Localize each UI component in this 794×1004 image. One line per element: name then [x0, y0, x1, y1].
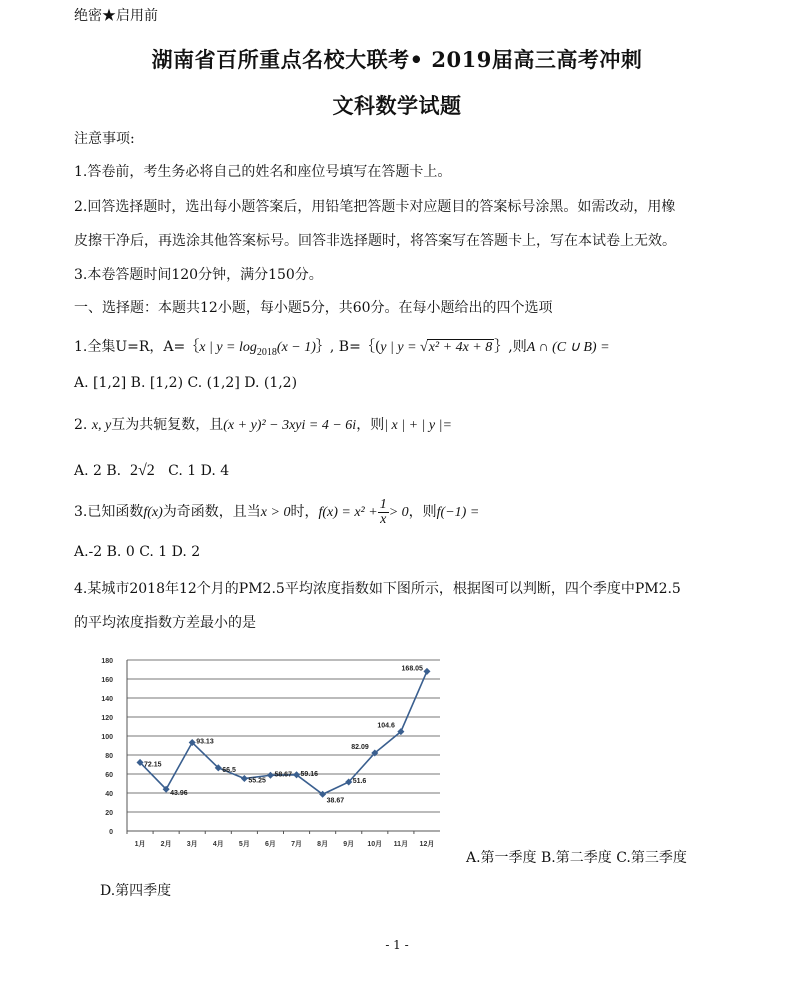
- y-tick-label: 0: [109, 829, 113, 836]
- notice-item-2a: 2.回答选择题时，选出每小题答案后，用铅笔把答题卡对应题目的答案标号涂黑。如需改动，用橡: [74, 199, 676, 215]
- x-tick-label: 10月: [367, 841, 383, 848]
- header-tag: 绝密★启用前: [74, 8, 158, 24]
- x-tick-label: 8月: [317, 841, 329, 848]
- data-point: [423, 668, 430, 675]
- page-number: - 1 -: [385, 938, 409, 952]
- y-tick-label: 20: [105, 810, 113, 817]
- notice-item-2b: 皮擦干净后，再选涂其他答案标号。回答非选择题时，将答案写在答题卡上，写在本试卷上无效。: [74, 233, 676, 249]
- notice-item-1: 1.答卷前，考生务必将自己的姓名和座位号填写在答题卡上。: [74, 164, 452, 180]
- data-label: 51.6: [352, 777, 367, 785]
- question-4-line1: 4.某城市2018年12个月的PM2.5平均浓度指数如下图所示，根据图可以判断，四个季度中PM2.5: [74, 581, 681, 597]
- x-tick-label: 3月: [186, 841, 198, 848]
- y-tick-label: 100: [101, 734, 113, 741]
- y-tick-label: 40: [105, 791, 113, 798]
- question-3-options: A.-2 B. 0 C. 1 D. 2: [74, 544, 201, 560]
- section-heading: 一、选择题：本题共12小题，每小题5分，共60分。在每小题给出的四个选项: [74, 300, 553, 316]
- data-point: [267, 772, 274, 779]
- y-tick-label: 180: [101, 658, 113, 665]
- exam-subtitle: 文科数学试题: [332, 93, 462, 118]
- data-label: 59.16: [300, 770, 319, 778]
- data-label: 55.25: [248, 777, 266, 785]
- data-label: 168.05: [401, 665, 423, 673]
- data-label: 58.67: [274, 771, 292, 779]
- data-label: 66.5: [222, 766, 236, 774]
- x-tick-label: 1月: [134, 841, 146, 848]
- y-tick-label: 60: [105, 772, 113, 779]
- y-tick-label: 120: [101, 715, 113, 722]
- data-label: 104.6: [377, 722, 395, 730]
- pm25-line-chart: [85, 650, 460, 855]
- question-4-options-a: A.第一季度 B.第二季度 C.第三季度: [466, 850, 687, 866]
- question-3: 3.已知函数f(x)为奇函数，且当x > 0时，f(x) = x² + $\frac{1}{x}$ > 0，则f(−1) =: [74, 496, 480, 527]
- data-point: [241, 775, 248, 782]
- y-tick-label: 80: [105, 753, 113, 760]
- question-2-options: A. 2 B. 2√2 C. 1 D. 4: [74, 462, 230, 479]
- exam-title: 湖南省百所重点名校大联考• 2019届高三高考冲刺: [151, 47, 643, 72]
- notice-heading: 注意事项:: [74, 131, 135, 147]
- data-label: 82.09: [351, 744, 369, 752]
- question-1: 1.全集U=R，A=｛x | $y = \log_{2018}(x$ − 1)｝, B=｛(y | y = √x² + 4x + 8 ｝,则A ∩ (C ∪ B) =: [74, 339, 610, 358]
- x-tick-label: 11月: [393, 841, 409, 848]
- question-1-options: A. [1,2] B. [1,2) C. (1,2] D. (1,2): [74, 375, 298, 391]
- y-tick-label: 140: [101, 696, 113, 703]
- question-4-options-b: D.第四季度: [100, 883, 172, 899]
- data-label: 43.96: [170, 790, 188, 798]
- x-tick-label: 12月: [419, 841, 435, 848]
- data-label: 72.15: [144, 761, 162, 769]
- x-tick-label: 6月: [265, 841, 276, 848]
- x-tick-label: 5月: [238, 841, 250, 848]
- data-label: 38.67: [326, 797, 345, 805]
- question-4-line2: 的平均浓度指数方差最小的是: [74, 615, 256, 631]
- x-tick-label: 2月: [160, 841, 172, 848]
- data-label: 93.13: [196, 738, 214, 746]
- x-tick-label: 9月: [343, 841, 355, 848]
- notice-item-3: 3.本卷答题时间120分钟，满分150分。: [74, 267, 323, 283]
- y-tick-label: 160: [101, 677, 113, 684]
- question-2: 2. x, y互为共轭复数，且(x + y)² − 3xyi = 4 − 6i，则| x | + | y |=: [74, 417, 452, 433]
- x-tick-label: 7月: [291, 841, 302, 848]
- x-tick-label: 4月: [212, 841, 224, 848]
